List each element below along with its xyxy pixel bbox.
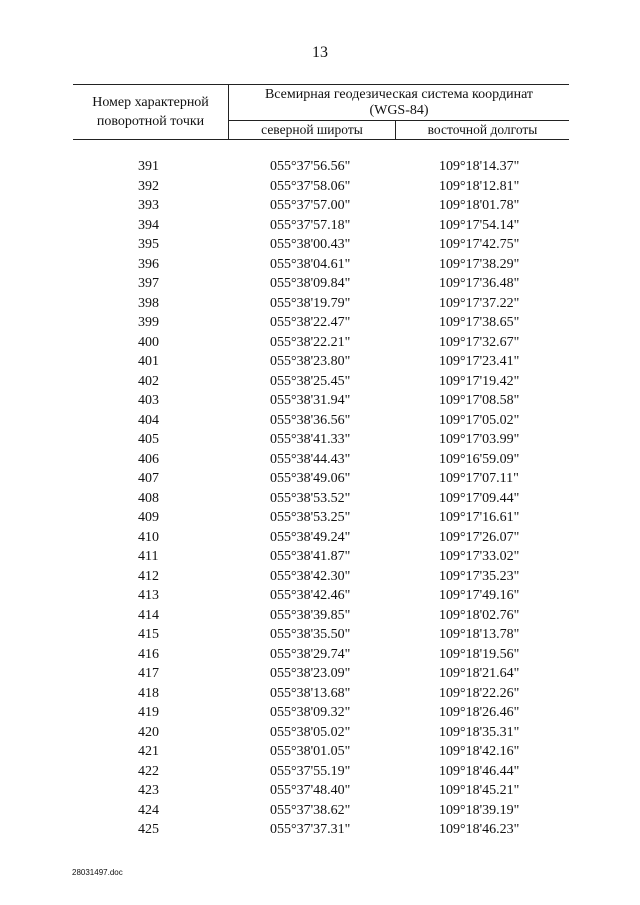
- latitude-value: 055°38'25.45": [270, 373, 351, 389]
- longitude-value: 109°17'05.02": [439, 412, 520, 428]
- latitude-value: 055°38'53.52": [270, 490, 351, 506]
- point-number: 419: [138, 705, 159, 720]
- latitude-value: 055°38'41.33": [270, 432, 351, 447]
- latitude-value: 055°38'42.46": [270, 588, 351, 603]
- point-number: 393: [138, 198, 159, 213]
- latitude-value: 055°37'56.56": [270, 159, 351, 174]
- point-number: 413: [138, 588, 159, 603]
- point-number: 410: [138, 529, 159, 545]
- table-row: [0, 547, 640, 567]
- longitude-value: 109°17'54.14": [439, 217, 520, 233]
- table-row: [0, 255, 640, 275]
- latitude-value: 055°38'22.47": [270, 315, 351, 330]
- point-number: 408: [138, 490, 159, 506]
- longitude-value: 109°17'26.07": [439, 529, 520, 545]
- latitude-value: 055°38'13.68": [270, 685, 351, 701]
- longitude-value: 109°18'13.78": [439, 627, 520, 642]
- point-number: 417: [138, 666, 159, 681]
- point-number: 396: [138, 256, 159, 272]
- latitude-value: 055°38'36.56": [270, 412, 351, 428]
- table-row: [0, 820, 640, 840]
- longitude-value: 109°17'49.16": [439, 588, 520, 603]
- longitude-value: 109°18'35.31": [439, 724, 520, 740]
- latitude-value: 055°38'49.06": [270, 471, 351, 486]
- table-row: [0, 586, 640, 606]
- longitude-value: 109°17'38.65": [439, 315, 520, 330]
- point-number: 424: [138, 802, 159, 818]
- table-row: [0, 801, 640, 821]
- point-number: 421: [138, 744, 159, 759]
- table-row: [0, 391, 640, 411]
- latitude-value: 055°37'37.31": [270, 822, 351, 837]
- longitude-value: 109°16'59.09": [439, 451, 520, 467]
- table-row: [0, 528, 640, 548]
- coordinate-system-title: Всемирная геодезическая система координат: [264, 87, 534, 102]
- longitude-value: 109°18'45.21": [439, 783, 520, 798]
- point-number: 420: [138, 724, 159, 740]
- table-row: [0, 333, 640, 353]
- point-number: 407: [138, 471, 159, 486]
- point-number: 423: [138, 783, 159, 798]
- table-row: [0, 664, 640, 684]
- latitude-value: 055°37'57.18": [270, 217, 351, 233]
- table-row: [0, 411, 640, 431]
- longitude-value: 109°17'19.42": [439, 373, 520, 389]
- table-row: [0, 508, 640, 528]
- page-number: 13: [312, 44, 328, 61]
- coordinate-system-code: (WGS-84): [369, 103, 429, 118]
- table-row: [0, 196, 640, 216]
- table-row: [0, 489, 640, 509]
- longitude-value: 109°17'03.99": [439, 432, 520, 447]
- table-row: [0, 177, 640, 197]
- longitude-value: 109°17'36.48": [439, 276, 520, 291]
- coordinate-system-header: [229, 85, 569, 119]
- latitude-value: 055°38'09.32": [270, 705, 351, 720]
- latitude-value: 055°37'38.62": [270, 802, 351, 818]
- table-row: [0, 430, 640, 450]
- latitude-value: 055°38'01.05": [270, 744, 351, 759]
- table-row: [0, 235, 640, 255]
- longitude-value: 109°18'02.76": [439, 607, 520, 623]
- latitude-value: 055°37'58.06": [270, 178, 351, 194]
- table-row: [0, 469, 640, 489]
- table-row: [0, 157, 640, 177]
- longitude-value: 109°18'46.23": [439, 822, 520, 837]
- longitude-value: 109°17'07.11": [439, 471, 519, 486]
- point-number: 397: [138, 276, 159, 291]
- point-number: 411: [138, 549, 159, 564]
- table-row: [0, 294, 640, 314]
- longitude-value: 109°17'35.23": [439, 568, 520, 584]
- table-row: [0, 352, 640, 372]
- latitude-value: 055°38'29.74": [270, 646, 351, 662]
- latitude-value: 055°37'57.00": [270, 198, 351, 213]
- longitude-value: 109°17'16.61": [439, 510, 520, 525]
- longitude-value: 109°18'39.19": [439, 802, 520, 818]
- point-number: 422: [138, 763, 159, 779]
- point-number-header: Номер характерной поворотной точки: [73, 85, 229, 139]
- table-row: [0, 606, 640, 626]
- longitude-value: 109°18'21.64": [439, 666, 520, 681]
- longitude-value: 109°17'42.75": [439, 237, 520, 252]
- latitude-value: 055°38'04.61": [270, 256, 351, 272]
- latitude-value: 055°38'39.85": [270, 607, 351, 623]
- table-row: [0, 645, 640, 665]
- point-number: 412: [138, 568, 159, 584]
- point-number: 401: [138, 354, 159, 369]
- table-row: [0, 762, 640, 782]
- point-number: 404: [138, 412, 159, 428]
- file-name: 28031497.doc: [72, 868, 123, 877]
- longitude-value: 109°17'09.44": [439, 490, 520, 506]
- latitude-value: 055°38'42.30": [270, 568, 351, 584]
- latitude-value: 055°38'41.87": [270, 549, 351, 564]
- point-number: 409: [138, 510, 159, 525]
- longitude-value: 109°18'12.81": [439, 178, 520, 194]
- table-row: [0, 742, 640, 762]
- point-number: 399: [138, 315, 159, 330]
- table-row: [0, 684, 640, 704]
- longitude-value: 109°17'32.67": [439, 334, 520, 350]
- latitude-value: 055°37'55.19": [270, 763, 351, 779]
- longitude-value: 109°17'33.02": [439, 549, 520, 564]
- point-number: 400: [138, 334, 159, 350]
- longitude-value: 109°18'14.37": [439, 159, 520, 174]
- point-number: 414: [138, 607, 159, 623]
- point-number: 405: [138, 432, 159, 447]
- longitude-value: 109°18'19.56": [439, 646, 520, 662]
- latitude-value: 055°38'31.94": [270, 393, 351, 408]
- longitude-value: 109°18'22.26": [439, 685, 520, 701]
- latitude-header: северной широты: [229, 120, 396, 139]
- latitude-value: 055°38'19.79": [270, 295, 351, 311]
- point-number: 391: [138, 159, 159, 174]
- point-number: 398: [138, 295, 159, 311]
- longitude-value: 109°17'23.41": [439, 354, 520, 369]
- longitude-value: 109°18'42.16": [439, 744, 520, 759]
- longitude-value: 109°18'46.44": [439, 763, 520, 779]
- coordinate-table-body: [0, 157, 640, 840]
- latitude-value: 055°38'49.24": [270, 529, 351, 545]
- longitude-value: 109°17'38.29": [439, 256, 520, 272]
- table-row: [0, 781, 640, 801]
- table-row: [0, 216, 640, 236]
- point-number: 418: [138, 685, 159, 701]
- table-header: [73, 84, 569, 140]
- latitude-value: 055°38'44.43": [270, 451, 351, 467]
- latitude-value: 055°38'09.84": [270, 276, 351, 291]
- point-number: 394: [138, 217, 159, 233]
- table-row: [0, 372, 640, 392]
- latitude-value: 055°38'53.25": [270, 510, 351, 525]
- latitude-value: 055°38'35.50": [270, 627, 351, 642]
- point-number: 415: [138, 627, 159, 642]
- longitude-value: 109°18'26.46": [439, 705, 520, 720]
- table-row: [0, 450, 640, 470]
- latitude-value: 055°38'05.02": [270, 724, 351, 740]
- latitude-value: 055°38'22.21": [270, 334, 351, 350]
- latitude-value: 055°38'23.80": [270, 354, 351, 369]
- point-number: 425: [138, 822, 159, 837]
- longitude-value: 109°18'01.78": [439, 198, 520, 213]
- table-row: [0, 313, 640, 333]
- point-number: 395: [138, 237, 159, 252]
- point-number: 416: [138, 646, 159, 662]
- latitude-value: 055°38'00.43": [270, 237, 351, 252]
- point-number: 402: [138, 373, 159, 389]
- point-number: 392: [138, 178, 159, 194]
- table-row: [0, 625, 640, 645]
- table-row: [0, 723, 640, 743]
- table-row: [0, 274, 640, 294]
- table-row: [0, 567, 640, 587]
- longitude-value: 109°17'37.22": [439, 295, 520, 311]
- longitude-value: 109°17'08.58": [439, 393, 520, 408]
- longitude-header: восточной долготы: [396, 120, 569, 139]
- latitude-value: 055°38'23.09": [270, 666, 351, 681]
- point-number: 403: [138, 393, 159, 408]
- latitude-value: 055°37'48.40": [270, 783, 351, 798]
- point-number: 406: [138, 451, 159, 467]
- table-row: [0, 703, 640, 723]
